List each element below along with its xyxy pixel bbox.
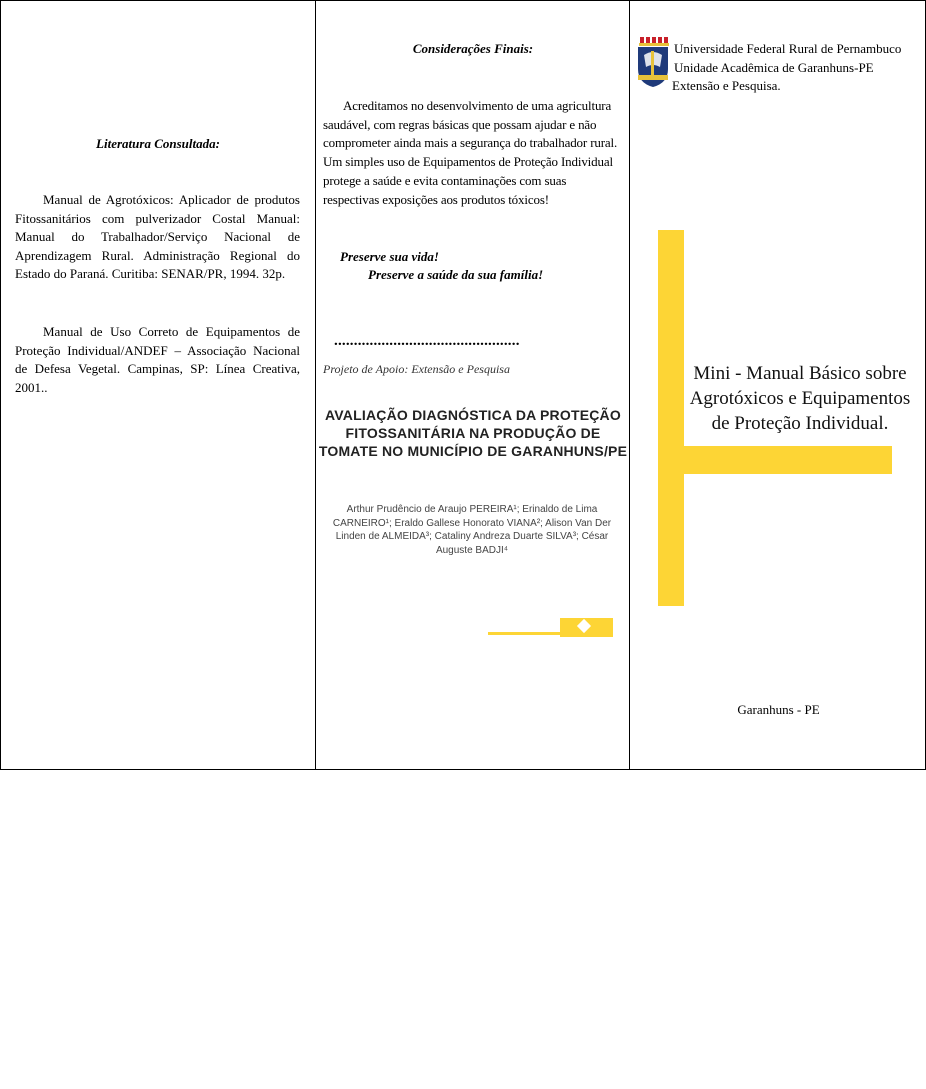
institution-unit: Unidade Acadêmica de Garanhuns-PE (674, 59, 874, 75)
final-considerations-body: Acreditamos no desenvolvimento de uma agricultura saudável, com regras básicas que possam ajudar e não comprometer ainda mais a segurança do trabalhador rural. Um simples uso de Equipamentos de Proteção Individual protege a saúde e evita contaminações com suas respectivas exposições aos produtos tóxicos! (323, 98, 618, 207)
authors-list: Arthur Prudêncio de Araujo PEREIRA¹; Erinaldo de Lima CARNEIRO¹; Eraldo Gallese Honorato VIANA²; Alison Van Der Linden de ALMEIDA³; Cataliny Andreza Duarte SILVA³; César Auguste BADJI⁴ (332, 504, 612, 556)
manual-title: Mini - Manual Básico sobre Agrotóxicos e Equipamentos de Proteção Individual. (689, 363, 911, 434)
right-panel (629, 1, 926, 769)
diamond-icon (577, 619, 591, 633)
institution-name: Universidade Federal Rural de Pernambuco (674, 41, 902, 56)
slogan-preserve-family: Preserve a saúde da sua família! (368, 267, 544, 282)
reference-item: Manual de Agrotóxicos: Aplicador de produtos Fitossanitários com pulverizador Costal Manual: Manual do Trabalhador/Serviço Nacional de Aprendizagem Rural. Administração Regional do Estado do Paraná. Curitiba: SENAR/PR, 1994. 32p. (15, 192, 300, 282)
decorative-vertical-bar (658, 230, 684, 606)
reference-item: Manual de Uso Correto de Equipamentos de Proteção Individual/ANDEF – Associação Nacional de Defesa Vegetal. Campinas, SP: Línea Creativa, 2001.. (15, 324, 300, 395)
left-panel (1, 1, 315, 769)
project-label: Projeto de Apoio: Extensão e Pesquisa (323, 362, 510, 376)
institution-block (674, 40, 901, 96)
middle-panel (315, 1, 629, 769)
ufrpe-crest-icon (636, 37, 670, 89)
decorative-line (488, 632, 560, 635)
institution-department: Extensão e Pesquisa. (672, 78, 781, 93)
dotted-divider: ............................................... (334, 333, 520, 349)
decorative-box (560, 618, 613, 637)
project-title: AVALIAÇÃO DIAGNÓSTICA DA PROTEÇÃO FITOSSANITÁRIA NA PRODUÇÃO DE TOMATE NO MUNICÍPIO DE GARANHUNS/PE (318, 407, 628, 459)
slogan-preserve-life: Preserve sua vida! (340, 249, 439, 264)
city-label: Garanhuns - PE (737, 702, 820, 717)
literature-title: Literatura Consultada: (96, 136, 220, 151)
decorative-horizontal-bar (684, 446, 892, 474)
final-considerations-title: Considerações Finais: (412, 41, 534, 56)
